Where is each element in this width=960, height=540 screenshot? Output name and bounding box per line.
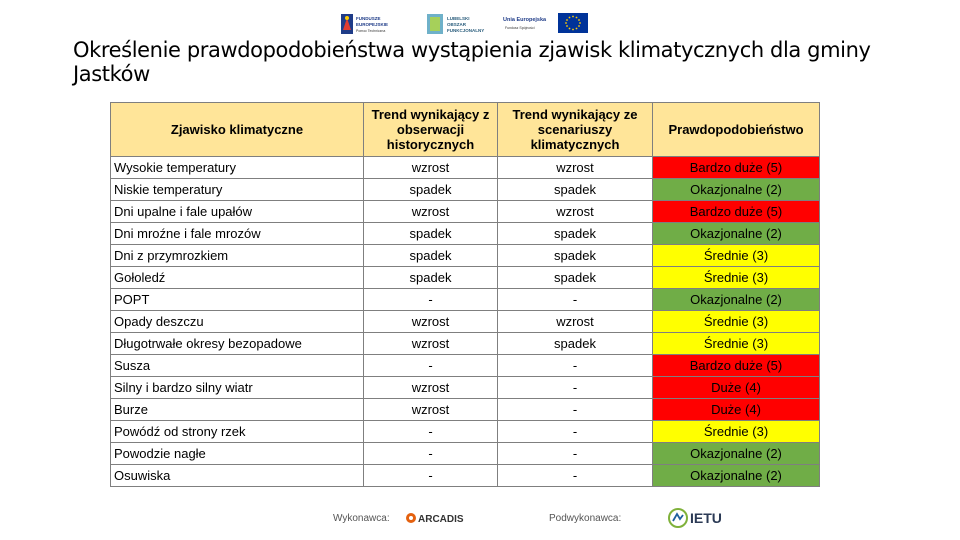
trend-scenarios-cell: -	[498, 399, 653, 421]
trend-scenarios-cell: -	[498, 465, 653, 487]
phenomenon-cell: Silny i bardzo silny wiatr	[111, 377, 364, 399]
table-header-row	[111, 103, 820, 157]
svg-text:Pomoc Techniczna: Pomoc Techniczna	[356, 29, 386, 33]
subcontractor-label: Podwykonawca:	[549, 513, 622, 524]
trend-observations-cell: wzrost	[364, 333, 498, 355]
table-row	[111, 421, 820, 443]
table-row	[111, 179, 820, 201]
trend-observations-cell: wzrost	[364, 157, 498, 179]
trend-observations-cell: wzrost	[364, 311, 498, 333]
trend-scenarios-cell: -	[498, 377, 653, 399]
eu-flag-logo	[503, 10, 591, 38]
table-row	[111, 333, 820, 355]
arcadis-logo	[405, 510, 475, 526]
header-logos	[335, 10, 595, 38]
trend-observations-cell: spadek	[364, 245, 498, 267]
trend-observations-cell: wzrost	[364, 377, 498, 399]
trend-scenarios-cell: spadek	[498, 223, 653, 245]
trend-observations-cell: -	[364, 443, 498, 465]
table-row	[111, 289, 820, 311]
trend-observations-cell: -	[364, 465, 498, 487]
probability-cell: Okazjonalne (2)	[653, 289, 820, 311]
table-row	[111, 245, 820, 267]
phenomenon-cell: Burze	[111, 399, 364, 421]
probability-cell: Okazjonalne (2)	[653, 443, 820, 465]
phenomenon-cell: Gołoledź	[111, 267, 364, 289]
trend-scenarios-cell: spadek	[498, 179, 653, 201]
probability-cell: Duże (4)	[653, 399, 820, 421]
trend-observations-cell: wzrost	[364, 399, 498, 421]
trend-scenarios-cell: wzrost	[498, 201, 653, 223]
probability-cell: Okazjonalne (2)	[653, 223, 820, 245]
table-row	[111, 223, 820, 245]
climate-probability-table	[110, 102, 820, 487]
ietu-logo	[668, 506, 728, 530]
svg-text:FUNKCJONALNY: FUNKCJONALNY	[447, 28, 485, 33]
trend-scenarios-cell: wzrost	[498, 157, 653, 179]
table-row	[111, 465, 820, 487]
phenomenon-cell: Niskie temperatury	[111, 179, 364, 201]
trend-scenarios-cell: spadek	[498, 333, 653, 355]
probability-cell: Duże (4)	[653, 377, 820, 399]
probability-cell: Bardzo duże (5)	[653, 201, 820, 223]
header-probability: Prawdopodobieństwo	[653, 103, 820, 157]
svg-text:Fundusz Spójności: Fundusz Spójności	[505, 26, 535, 30]
probability-cell: Średnie (3)	[653, 333, 820, 355]
phenomenon-cell: Dni upalne i fale upałów	[111, 201, 364, 223]
svg-text:Unia Europejska: Unia Europejska	[503, 17, 547, 23]
table-row	[111, 399, 820, 421]
svg-text:ARCADIS: ARCADIS	[418, 514, 464, 525]
trend-observations-cell: wzrost	[364, 201, 498, 223]
phenomenon-cell: Dni z przymrozkiem	[111, 245, 364, 267]
table-row	[111, 201, 820, 223]
phenomenon-cell: Powodzie nagłe	[111, 443, 364, 465]
header-trend-scenarios: Trend wynikający ze scenariuszy klimatycznych	[498, 103, 653, 157]
probability-cell: Okazjonalne (2)	[653, 465, 820, 487]
phenomenon-cell: Wysokie temperatury	[111, 157, 364, 179]
trend-observations-cell: spadek	[364, 179, 498, 201]
trend-observations-cell: -	[364, 421, 498, 443]
page-title: Określenie prawdopodobieństwa wystąpienia zjawisk klimatycznych dla gminy Jastków	[73, 38, 871, 86]
trend-observations-cell: -	[364, 289, 498, 311]
probability-cell: Bardzo duże (5)	[653, 157, 820, 179]
phenomenon-cell: Opady deszczu	[111, 311, 364, 333]
trend-observations-cell: spadek	[364, 267, 498, 289]
lubelski-obszar-logo	[425, 10, 497, 38]
svg-text:FUNDUSZE: FUNDUSZE	[356, 16, 381, 21]
trend-scenarios-cell: wzrost	[498, 311, 653, 333]
table-row	[111, 311, 820, 333]
table-row	[111, 267, 820, 289]
phenomenon-cell: Susza	[111, 355, 364, 377]
probability-cell: Bardzo duże (5)	[653, 355, 820, 377]
phenomenon-cell: Dni mroźne i fale mrozów	[111, 223, 364, 245]
probability-cell: Średnie (3)	[653, 421, 820, 443]
fundusze-europejskie-logo	[339, 10, 399, 38]
trend-scenarios-cell: spadek	[498, 267, 653, 289]
trend-scenarios-cell: spadek	[498, 245, 653, 267]
trend-scenarios-cell: -	[498, 421, 653, 443]
table-row	[111, 377, 820, 399]
phenomenon-cell: Osuwiska	[111, 465, 364, 487]
trend-observations-cell: -	[364, 355, 498, 377]
phenomenon-cell: POPT	[111, 289, 364, 311]
table-row	[111, 157, 820, 179]
svg-text:EUROPEJSKIE: EUROPEJSKIE	[356, 22, 389, 27]
table-body	[111, 157, 820, 487]
svg-text:OBSZAR: OBSZAR	[447, 22, 466, 27]
header-trend-observations: Trend wynikający z obserwacji historycznych	[364, 103, 498, 157]
phenomenon-cell: Powódź od strony rzek	[111, 421, 364, 443]
svg-text:IETU: IETU	[690, 510, 722, 526]
contractor-label: Wykonawca:	[333, 513, 390, 524]
probability-cell: Średnie (3)	[653, 267, 820, 289]
table-row	[111, 355, 820, 377]
probability-cell: Średnie (3)	[653, 311, 820, 333]
header-phenomenon: Zjawisko klimatyczne	[111, 103, 364, 157]
probability-cell: Średnie (3)	[653, 245, 820, 267]
trend-scenarios-cell: -	[498, 289, 653, 311]
probability-cell: Okazjonalne (2)	[653, 179, 820, 201]
trend-observations-cell: spadek	[364, 223, 498, 245]
phenomenon-cell: Długotrwałe okresy bezopadowe	[111, 333, 364, 355]
trend-scenarios-cell: -	[498, 355, 653, 377]
svg-text:LUBELSKI: LUBELSKI	[447, 16, 470, 21]
trend-scenarios-cell: -	[498, 443, 653, 465]
table-row	[111, 443, 820, 465]
